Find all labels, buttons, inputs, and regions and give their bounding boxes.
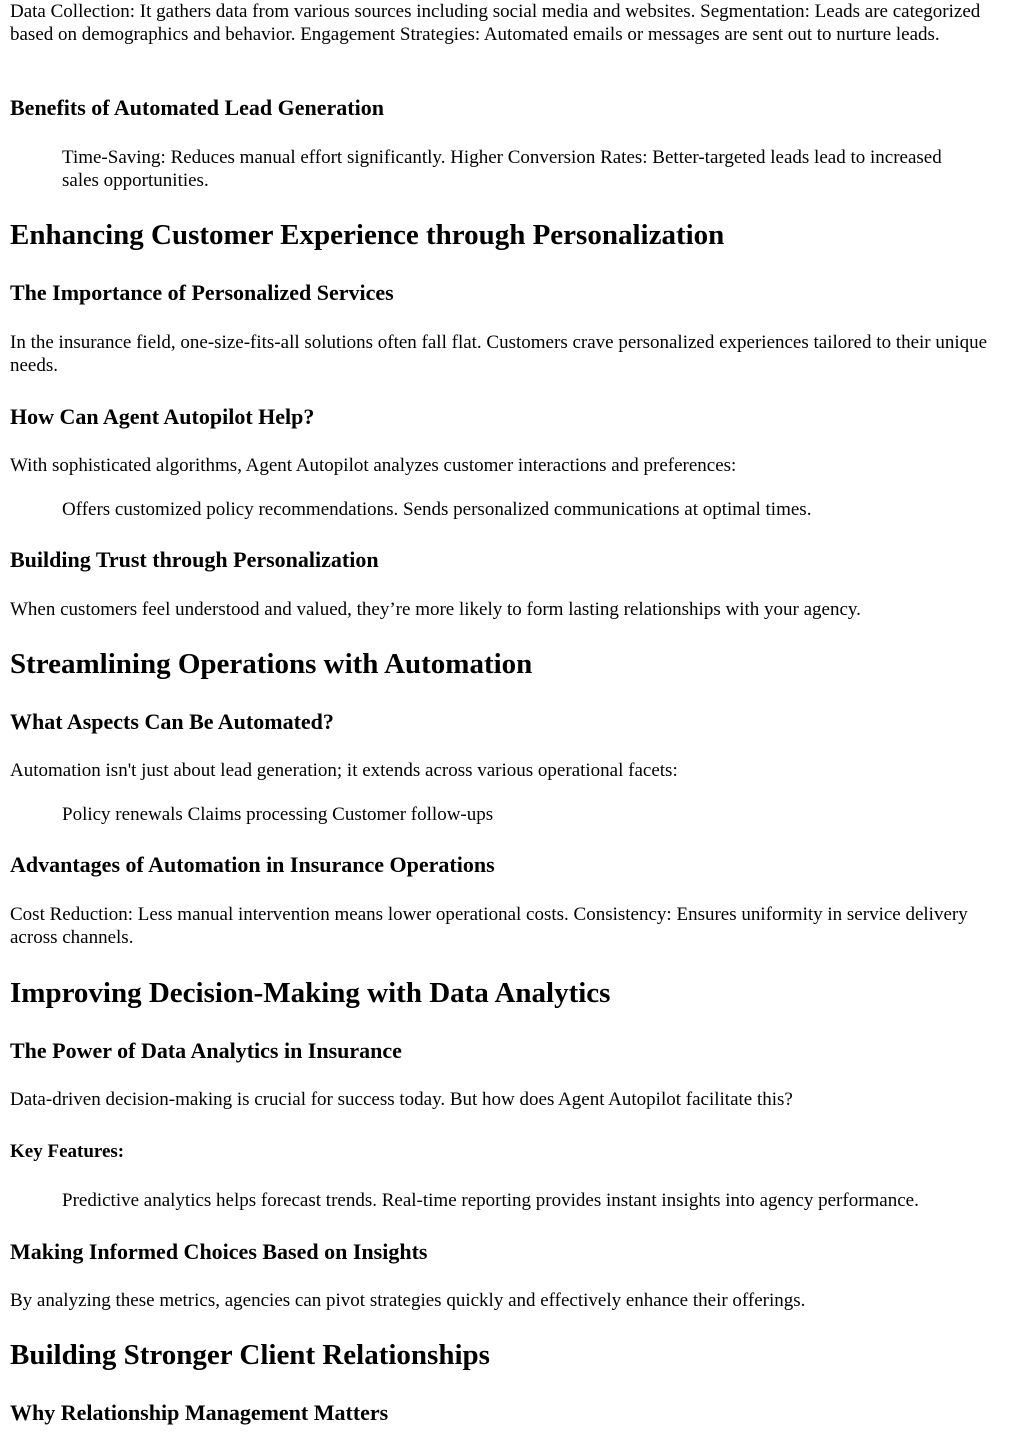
- heading-client-relationships: Building Stronger Client Relationships: [10, 1339, 490, 1371]
- heading-informed-choices: Making Informed Choices Based on Insights: [10, 1239, 428, 1264]
- paragraph-trust: When customers feel understood and valued, they’re more likely to form lasting relationships with your agency.: [10, 599, 861, 620]
- heading-trust: Building Trust through Personalization: [10, 547, 379, 572]
- blockquote-how-can-help: Offers customized policy recommendations. Sends personalized communications at optimal times.: [62, 499, 812, 520]
- heading-personalization: Enhancing Customer Experience through Personalization: [10, 219, 725, 251]
- heading-importance: The Importance of Personalized Services: [10, 280, 394, 305]
- paragraph-how-can-help: With sophisticated algorithms, Agent Autopilot analyzes customer interactions and preferences:: [10, 455, 737, 476]
- heading-aspects: What Aspects Can Be Automated?: [10, 709, 334, 734]
- heading-decision-making: Improving Decision-Making with Data Analytics: [10, 977, 611, 1009]
- heading-advantages: Advantages of Automation in Insurance Operations: [10, 852, 495, 877]
- blockquote-benefits: Time-Saving: Reduces manual effort significantly. Higher Conversion Rates: Better-targeted leads lead to increased sales opportunities.: [62, 147, 942, 191]
- heading-how-can-help: How Can Agent Autopilot Help?: [10, 404, 315, 429]
- paragraph-power-analytics: Data-driven decision-making is crucial for success today. But how does Agent Autopilot facilitate this?: [10, 1089, 793, 1110]
- heading-why-relationship: Why Relationship Management Matters: [10, 1400, 389, 1425]
- heading-power-analytics: The Power of Data Analytics in Insurance: [10, 1038, 402, 1063]
- blockquote-aspects: Policy renewals Claims processing Customer follow-ups: [62, 804, 494, 825]
- paragraph-importance: In the insurance field, one-size-fits-all solutions often fall flat. Customers crave personalized experiences tailored to their unique needs.: [10, 332, 988, 376]
- blockquote-key-features: Predictive analytics helps forecast trends. Real-time reporting provides instant insights into agency performance.: [62, 1190, 919, 1211]
- heading-key-features: Key Features:: [10, 1141, 125, 1162]
- heading-streamlining: Streamlining Operations with Automation: [10, 648, 533, 680]
- heading-benefits: Benefits of Automated Lead Generation: [10, 95, 384, 120]
- paragraph-lead-generation-steps: Data Collection: It gathers data from various sources including social media and websites. Segmentation: Leads are categorized based on demographics and behavior. Engagement Strategies: Automated emails or messages are sent out to nurture leads.: [10, 1, 981, 45]
- paragraph-aspects: Automation isn't just about lead generation; it extends across various operational facets:: [10, 760, 678, 781]
- paragraph-informed-choices: By analyzing these metrics, agencies can pivot strategies quickly and effectively enhance their offerings.: [10, 1290, 806, 1311]
- paragraph-advantages: Cost Reduction: Less manual intervention means lower operational costs. Consistency: Ensures uniformity in service delivery across channels.: [10, 904, 968, 948]
